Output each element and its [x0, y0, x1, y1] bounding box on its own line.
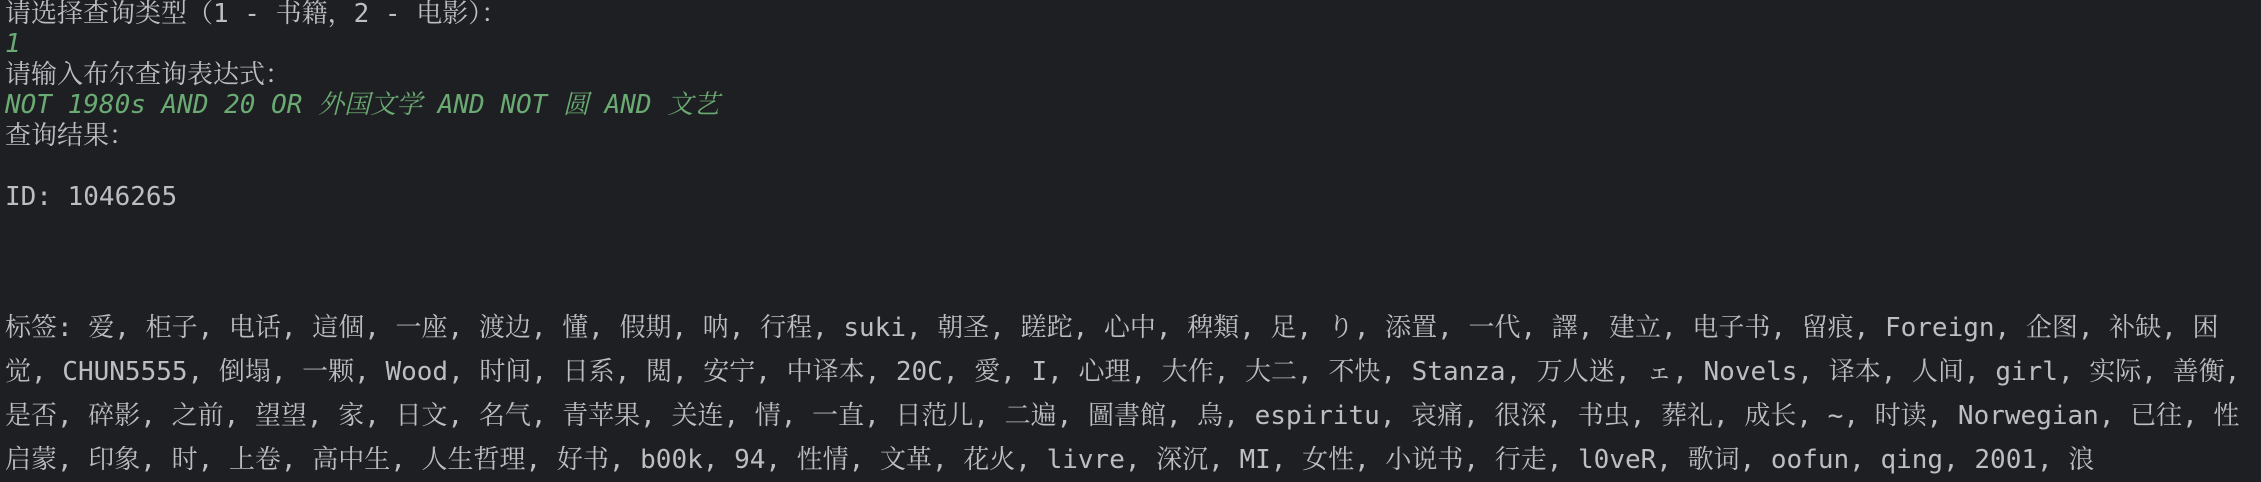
- expression-prompt: 请输入布尔查询表达式：: [5, 60, 292, 90]
- result-tags: 标签: 爱, 柜子, 电话, 這個, 一座, 渡边, 懂, 假期, 呐, 行程, suki, 朝圣, 蹉跎, 心中, 稗類, 足, り, 添置, 一代, 譯, 建立, 电子书, 留痕, Foreign, 企图, 补缺, 困觉, CHUN5555, 倒塌, 一颗, Wood, 时间, 日系, 閲, 安宁, 中译本, 20C, 愛, I, 心理, 大作, 大二, 不快, Stanza, 万人迷, ェ, Novels, 译本, 人间, girl, 实际, 善衡, 是否, 碎影, 之前, 望望, 家, 日文, 名气, 青苹果, 关连, 情, 一直, 日范儿, 二遍, 圖書館, 烏, espiritu, 哀痛, 很深, 书虫, 葬礼, 成长, ~, 时读, Norwegian, 已往, 性启蒙, 印象, 时, 上卷, 高中生, 人生哲理, 好书, b00k, 94, 性情, 文革, 花火, livre, 深沉, MI, 女性, 小说书, 行走, l0veR, 歌词, oofun, qing, 2001, 浪: [5, 313, 2241, 475]
- type-prompt: 请选择查询类型（1 - 书籍，2 - 电影）：: [5, 0, 508, 29]
- result-label: 查询结果：: [5, 121, 136, 151]
- type-input: 1: [5, 29, 21, 59]
- result-id: ID: 1046265: [5, 182, 178, 212]
- expression-input: NOT 1980s AND 20 OR 外国文学 AND NOT 圆 AND 文艺: [5, 90, 720, 120]
